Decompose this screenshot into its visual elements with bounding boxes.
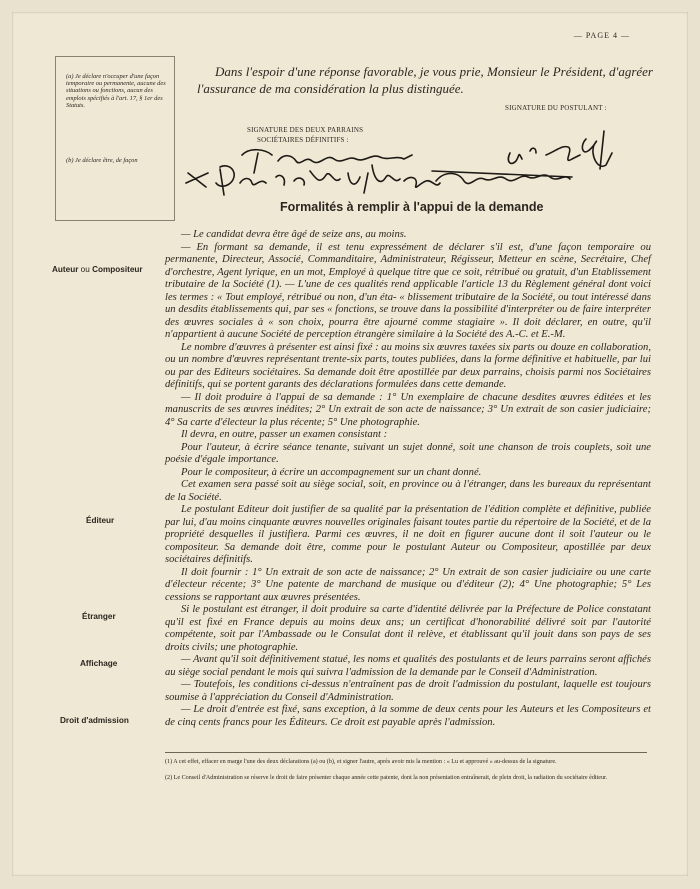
side-label-droit-admission: Droit d'admission bbox=[60, 716, 129, 725]
handwritten-signatures bbox=[180, 125, 640, 205]
page-number: — PAGE 4 — bbox=[573, 31, 630, 40]
paragraph-oeuvres: Le nombre d'œuvres à présenter est ainsi fixé : au moins six œuvres taxées six parts ou douze en collaboration, ou un nombre d'œuvres représentant trente-six parts, toutes publiées, dans la forme définitive et habituelle, par lui ou par des Editeurs sociétaires. Sa demande doit être apostillée par deux parrains, choisis parmi nos Sociétaires définitifs, qui se portent garants des déclarations formulées dans cette demande. bbox=[165, 341, 651, 390]
paragraph-declaration: — En formant sa demande, il est tenu expressément de déclarer s'il est, d'une façon temporaire ou permanente, Directeur, Associé, Commanditaire, Administrateur, Régisseur, Metteur en scène, Secrétaire, Chef d'orchestre, Agent lyrique, en un mot, Employé à quelque titre que ce soit, rétribué ou gratuit, d'un Etablissement tributaire de la Société (1). — L'une de ces qualités rend applicable l'article 13 du Règlement général dont voici les termes : « Tout employé, rétribué ou non, d'un éta- « blissement tributaire de la Société, ou tout intéressé dans un desdits établissements qui, par ses « fonctions, se trouve dans la possibilité d'interpréter ou de faire interpréter des œuvres sociales à « son choix, pourra être ajourné comme stagiaire ». Il doit déclarer, en outre, qu'il n'appartient à aucune Société de perception étrangère similaire à la Société des A.-C. et E.-M. bbox=[165, 241, 651, 340]
paragraph-editeur: Le postulant Editeur doit justifier de sa qualité par la présentation de l'édition complète et définitive, publiée par lui, d'au moins cinquante œuvres nouvelles originales faisant toutes partie du répertoire de la Société, et de la propriété desquelles il justifiera. Parmi ces œuvres, il ne doit en figurer aucune dont il soit l'auteur ou le compositeur. Sa demande doit être, comme pour le postulant Auteur ou Compositeur, apostillée par deux sociétaires définitifs. bbox=[165, 504, 651, 565]
paragraph-compositeur-examen: Pour le compositeur, à écrire un accompagnement sur un chant donné. bbox=[181, 466, 482, 478]
side-label-auteur bbox=[52, 265, 143, 274]
signature-milhaud bbox=[186, 165, 440, 195]
paragraph-droit-entree: — Le droit d'entrée est fixé, sans exception, à la somme de deux cents pour les Auteurs et les Compositeurs et de cinq cents francs pour les Éditeurs. Ce droit est payable après l'admission. bbox=[165, 704, 651, 728]
side-label-ou: ou bbox=[80, 265, 90, 274]
signature-parrains-label-2: SOCIÉTAIRES DÉFINITIFS : bbox=[257, 136, 349, 144]
footnote-1: (1) A cet effet, effacer en marge l'une des deux déclarations (a) ou (b), et signer l'autre, après avoir mis la mention : « Lu et approuvé » au-dessus de la signature. bbox=[165, 759, 557, 765]
signature-stravinsky bbox=[242, 150, 412, 173]
paragraph-auteur-examen: Pour l'auteur, à écrire séance tenante, suivant un sujet donné, soit une chanson de trois couplets, soit une poésie d'égale importance. bbox=[165, 441, 651, 465]
side-label-etranger: Étranger bbox=[82, 612, 116, 621]
paragraph-editeur-pieces: Il doit fournir : 1° Un extrait de son acte de naissance; 2° Un extrait de son casier judiciaire ou une carte d'électeur récente; 3° Une patente de marchand de musique ou d'éditeur (2); 4° Une photographie; 5° Les cessions se rapportant aux œuvres présentées. bbox=[165, 566, 651, 603]
side-label-auteur-2: Compositeur bbox=[92, 265, 143, 274]
side-label-editeur: Éditeur bbox=[86, 516, 115, 525]
signature-parrains-label: SIGNATURE DES DEUX PARRAINS bbox=[247, 126, 364, 134]
paragraph-affichage: — Avant qu'il soit définitivement statué, les noms et qualités des postulants et de leurs parrains seront affichés au siège social pendant le mois qui suivra l'admission de la demande par le Conseil d'Administration. bbox=[165, 654, 651, 678]
signature-gide bbox=[508, 131, 612, 169]
margin-note-b: (b) Je déclare être, de façon bbox=[66, 157, 138, 164]
paragraph-age: — Le candidat devra être âgé de seize ans, au moins. bbox=[181, 229, 407, 240]
side-label-affichage: Affichage bbox=[80, 659, 118, 668]
paragraph-examen: Il devra, en outre, passer un examen consistant : bbox=[181, 429, 388, 440]
paragraph-appreciation: — Toutefois, les conditions ci-dessus n'entraînent pas de droit l'admission du postulant, laquelle est toujours soumise à l'appréciation du Conseil d'Administration. bbox=[165, 679, 651, 703]
paragraph-pieces: — Il doit produire à l'appui de sa demande : 1° Un exemplaire de chacune desdites œuvres éditées et les manuscrits de ses œuvres inédites; 2° Un extrait de son acte de naissance; 3° Un extrait de son casier judiciaire; 4° Sa carte d'électeur la plus récente; 5° Une photographie. bbox=[165, 391, 651, 428]
body-text bbox=[165, 229, 651, 729]
margin-note-a: (a) Je déclare n'occuper d'une façon temporaire ou permanente, aucune des situations ou fonctions, aucun des emplois spécifiés à l'art. 17, § 1er des Statuts. bbox=[66, 73, 166, 109]
footnote-2: (2) Le Conseil d'Administration se réserve le droit de faire présenter chaque année cette patente, dont la non présentation entraînerait, de plein droit, la radiation du sociétaire éditeur. bbox=[165, 775, 608, 781]
side-label-auteur-1: Auteur bbox=[52, 265, 79, 274]
paragraph-lieu-examen: Cet examen sera passé soit au siège social, soit, en province ou à l'étranger, dans les bureaux du représentant de la Société. bbox=[165, 479, 651, 503]
closing-paragraph: Dans l'espoir d'une réponse favorable, je vous prie, Monsieur le Président, d'agréer l'assurance de ma considération la plus distinguée. bbox=[197, 64, 653, 96]
footnote-divider bbox=[165, 752, 647, 753]
signature-postulant-label: SIGNATURE DU POSTULANT : bbox=[505, 104, 607, 112]
section-title: Formalités à remplir à l'appui de la demande bbox=[280, 200, 544, 214]
signature-honegger bbox=[432, 171, 572, 184]
paragraph-etranger: Si le postulant est étranger, il doit produire sa carte d'identité délivrée par la Préfecture de Police constatant qu'il est fixé en France depuis au moins deux ans; un certificat d'honorabilité délivré soit par l'autorité compétente, soit par l'Ambassade ou le Consulat dont il relève, et établissant qu'il jouit dans son pays de ses droits civils; une photographie. bbox=[165, 604, 651, 653]
